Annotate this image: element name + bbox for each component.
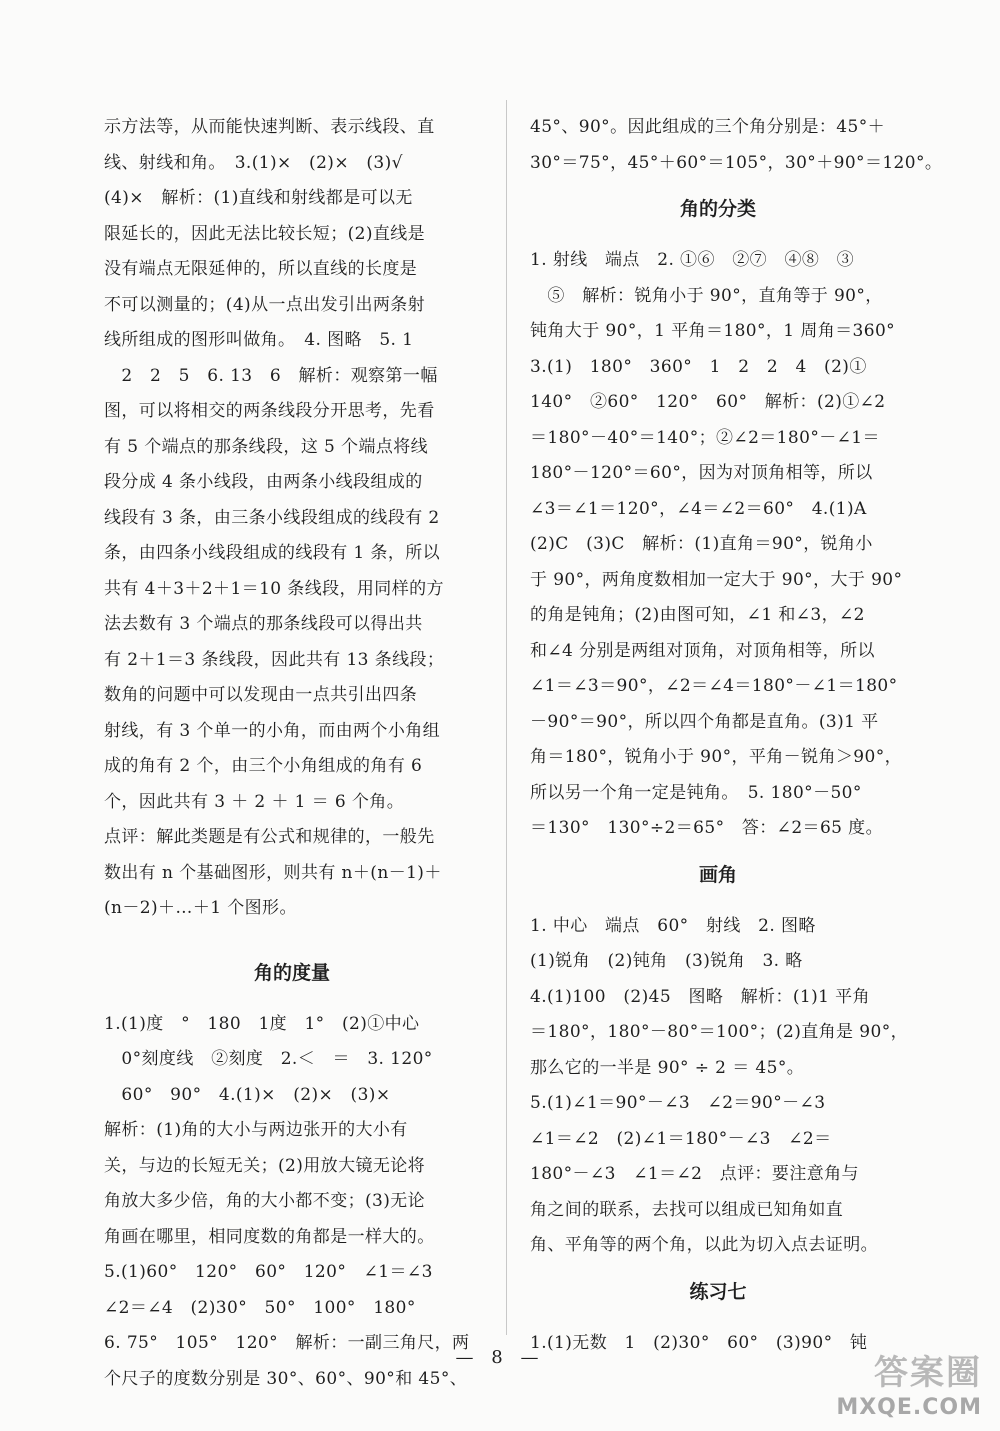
- text-line: ＝180°－40°＝140°；②∠2＝180°－∠1＝: [530, 427, 880, 448]
- text-line: 角＝180°，锐角小于 90°，平角－锐角＞90°，: [530, 747, 903, 767]
- text-line: 有 5 个端点的那条线段，这 5 个端点将线: [104, 436, 429, 457]
- text-line: 1. 射线 端点 2. ①⑥ ②⑦ ④⑧ ③: [530, 250, 855, 270]
- text-line: 法去数有 3 个端点的那条线段可以得出共: [104, 614, 423, 634]
- text-line: (1)锐角 (2)钝角 (3)锐角 3. 略: [530, 951, 803, 971]
- section-heading: 角的分类: [679, 198, 756, 220]
- text-line: 共有 4＋3＋2＋1＝10 条线段，用同样的方: [104, 578, 444, 599]
- text-line: (4)× 解析：(1)直线和射线都是可以无: [104, 188, 413, 208]
- text-line: 条，由四条小线段组成的线段有 1 条，所以: [104, 543, 441, 563]
- text-line: 图，可以将相交的两条线段分开思考，先看: [104, 401, 435, 421]
- text-line: 成的角有 2 个，由三个小角组成的角有 6: [104, 756, 423, 776]
- text-line: ∠1＝∠2 (2)∠1＝180°－∠3 ∠2＝: [530, 1128, 832, 1149]
- text-line: 钝角大于 90°，1 平角＝180°，1 周角＝360°: [530, 321, 896, 341]
- watermark-url: MXQE.COM: [836, 1395, 982, 1420]
- text-line: 线段有 3 条，由三条小线段组成的线段有 2: [104, 507, 440, 528]
- text-line: 45°、90°。因此组成的三个角分别是：45°＋: [530, 117, 885, 137]
- text-line: 限延长的，因此无法比较长短；(2)直线是: [104, 223, 426, 244]
- text-line: 点评：解此类题是有公式和规律的，一般先: [104, 827, 435, 847]
- text-line: 关，与边的长短无关；(2)用放大镜无论将: [104, 1155, 426, 1176]
- text-line: 和∠4 分别是两组对顶角，对顶角相等，所以: [530, 640, 875, 661]
- text-line: 个，因此共有 3 ＋ 2 ＋ 1 ＝ 6 个角。: [104, 791, 405, 812]
- text-line: 5.(1)60° 120° 60° 120° ∠1＝∠3: [104, 1262, 433, 1282]
- text-line: 1.(1)无数 1 (2)30° 60° (3)90° 钝: [530, 1332, 868, 1353]
- text-line: 示方法等，从而能快速判断、表示线段、直: [104, 117, 435, 137]
- text-line: 没有端点无限延伸的，所以直线的长度是: [104, 259, 418, 279]
- text-line: 30°＝75°，45°＋60°＝105°，30°＋90°＝120°。: [530, 152, 943, 173]
- text-line: 0°刻度线 ②刻度 2.＜ ＝ 3. 120°: [104, 1049, 433, 1069]
- right-column: [530, 110, 943, 1361]
- text-line: 那么它的一半是 90° ÷ 2 ＝ 45°。: [530, 1057, 805, 1078]
- text-line: 6. 75° 105° 120° 解析：一副三角尺，两: [104, 1333, 470, 1353]
- text-line: 1.(1)度 ° 180 1度 1° (2)①中心: [104, 1013, 420, 1034]
- text-line: 1. 中心 端点 60° 射线 2. 图略: [530, 915, 816, 936]
- section-heading: 练习七: [689, 1280, 747, 1303]
- text-line: 的角是钝角；(2)由图可知，∠1 和∠3，∠2: [530, 605, 865, 625]
- text-line: 180°－120°＝60°，因为对顶角相等，所以: [530, 463, 873, 483]
- text-line: 线所组成的图形叫做角。 4. 图略 5. 1: [104, 330, 414, 350]
- page-number: — 8 —: [455, 1347, 545, 1368]
- text-line: ∠3＝∠1＝120°，∠4＝∠2＝60° 4.(1)A: [530, 498, 867, 519]
- text-line: 5.(1)∠1＝90°－∠3 ∠2＝90°－∠3: [530, 1093, 826, 1113]
- text-line: 所以另一个角一定是钝角。 5. 180°－50°: [530, 782, 862, 803]
- text-line: 180°－∠3 ∠1＝∠2 点评：要注意角与: [530, 1164, 859, 1184]
- text-line: 60° 90° 4.(1)× (2)× (3)×: [104, 1084, 391, 1105]
- text-line: 数角的问题中可以发现由一点共引出四条: [104, 685, 418, 705]
- text-line: 射线，有 3 个单一的小角，而由两个小角组: [104, 720, 441, 741]
- text-line: 角画在哪里，相同度数的角都是一样大的。: [104, 1226, 435, 1247]
- text-line: (2)C (3)C 解析：(1)直角＝90°，锐角小: [530, 534, 873, 554]
- text-line: ∠2＝∠4 (2)30° 50° 100° 180°: [104, 1297, 416, 1318]
- text-line: 角、平角等的两个角，以此为切入点去证明。: [530, 1235, 878, 1255]
- watermark-logo: 答案圈: [874, 1353, 982, 1393]
- column-divider: [506, 100, 507, 1335]
- text-line: 解析：(1)角的大小与两边张开的大小有: [104, 1120, 408, 1140]
- text-line: 2 2 5 6. 13 6 解析：观察第一幅: [104, 365, 438, 386]
- text-line: 数出有 n 个基础图形，则共有 n＋(n－1)＋: [104, 862, 442, 883]
- text-line: 角之间的联系，去找可以组成已知角如直: [530, 1199, 844, 1220]
- text-line: 3.(1) 180° 360° 1 2 2 4 (2)①: [530, 356, 867, 377]
- section-heading: 画角: [698, 863, 737, 886]
- text-line: ⑤ 解析：锐角小于 90°，直角等于 90°，: [530, 285, 883, 306]
- text-line: －90°＝90°，所以四个角都是直角。(3)1 平: [530, 711, 879, 732]
- text-line: ＝130° 130°÷2＝65° 答：∠2＝65 度。: [530, 818, 883, 838]
- text-line: 不可以测量的；(4)从一点出发引出两条射: [104, 294, 426, 315]
- text-line: 角放大多少倍，角的大小都不变；(3)无论: [104, 1191, 426, 1211]
- text-line: 线、射线和角。 3.(1)× (2)× (3)√: [104, 152, 403, 173]
- watermark: [780, 1345, 990, 1425]
- text-line: ∠1＝∠3＝90°，∠2＝∠4＝180°－∠1＝180°: [530, 676, 898, 696]
- text-line: 于 90°，两角度数相加一定大于 90°，大于 90°: [530, 569, 903, 590]
- text-line: 140° ②60° 120° 60° 解析：(2)①∠2: [530, 392, 886, 412]
- section-heading: 角的度量: [253, 961, 330, 984]
- text-line: 有 2＋1＝3 条线段，因此共有 13 条线段；: [104, 649, 445, 670]
- text-line: (n－2)＋…＋1 个图形。: [104, 898, 297, 918]
- text-line: 个尺子的度数分别是 30°、60°、90°和 45°、: [104, 1368, 468, 1389]
- text-line: 4.(1)100 (2)45 图略 解析：(1)1 平角: [530, 986, 870, 1007]
- left-column: [104, 110, 480, 1397]
- spacer: [104, 927, 480, 945]
- text-line: 段分成 4 条小线段，由两条小线段组成的: [104, 472, 423, 492]
- text-line: ＝180°，180°－80°＝100°；(2)直角是 90°，: [530, 1022, 908, 1042]
